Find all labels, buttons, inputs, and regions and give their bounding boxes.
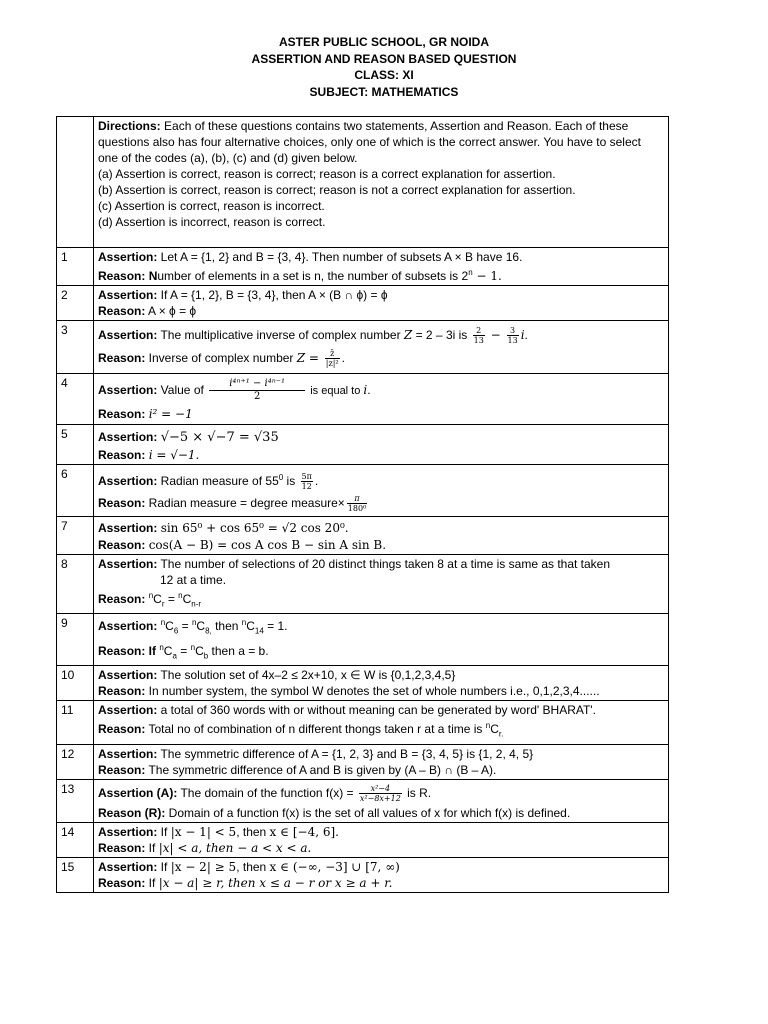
question-cell bbox=[94, 744, 669, 779]
fraction-numerator: 2 bbox=[473, 326, 485, 336]
document-title: ASSERTION AND REASON BASED QUESTION bbox=[251, 51, 517, 66]
assertion-z: Z bbox=[403, 328, 413, 342]
sub-value: 6 bbox=[173, 626, 179, 636]
school-name: ASTER PUBLIC SCHOOL, GR NOIDA bbox=[278, 35, 489, 49]
assertion-label: Assertion: bbox=[98, 288, 158, 302]
reason-math: cos(A − B) = cos A cos B − sin A sin B. bbox=[148, 538, 387, 552]
if-word: If bbox=[157, 859, 171, 874]
fraction bbox=[347, 494, 367, 513]
reason-text: In number system, the symbol W denotes the set of whole numbers i.e., 0,1,2,3,4...... bbox=[145, 684, 600, 699]
sup-n: n bbox=[178, 591, 183, 600]
assertion-math: sin 65⁰ + cos 65⁰ = √2 cos 20⁰. bbox=[160, 521, 349, 535]
reason-label: Reason: bbox=[98, 762, 146, 777]
reason-sup: n bbox=[468, 268, 473, 277]
question-number: 12 bbox=[57, 744, 94, 779]
fraction bbox=[473, 326, 485, 345]
reason-text: Total no of combination of n different thongs taken r at a time is bbox=[145, 722, 486, 737]
c-symbol: C bbox=[246, 619, 255, 634]
question-number: 8 bbox=[57, 555, 94, 614]
c-symbol: C bbox=[163, 643, 173, 658]
question-number: 10 bbox=[57, 666, 94, 701]
question-cell bbox=[94, 701, 669, 744]
question-cell: Assertion: The multiplicative inverse of complex number Z = 2 – 3i is $\frac{2}{13}$ − $\frac{3}{13}$ i. Reason: Inverse of complex number Z = $\frac{z̄}{\text{|z|²}}$ . bbox=[94, 321, 669, 374]
sup-n: n bbox=[160, 618, 166, 628]
assertion-continuation: 12 at a time. bbox=[160, 573, 227, 587]
reason-label: Reason: bbox=[98, 538, 146, 552]
option-d: (d) Assertion is incorrect, reason is correct. bbox=[98, 215, 326, 229]
directions-cell bbox=[94, 117, 669, 248]
question-cell bbox=[94, 555, 669, 614]
assertion-label: Assertion: bbox=[98, 474, 158, 488]
fraction-numerator: x²−4 bbox=[359, 784, 402, 794]
fraction-denominator: |z|² bbox=[325, 359, 339, 369]
equals-one: = 1. bbox=[263, 619, 288, 634]
assertion-label: Assertion: bbox=[98, 557, 158, 571]
assertion-tail: is equal to bbox=[307, 385, 364, 397]
reason-label: Reason: bbox=[98, 592, 146, 606]
sup-n: n bbox=[485, 721, 491, 731]
question-number: 5 bbox=[57, 425, 94, 465]
reason-math: i = √−1. bbox=[148, 448, 200, 462]
assertion-mid: = 2 – 3i is bbox=[412, 328, 471, 342]
assertion-text: The symmetric difference of A = {1, 2, 3} and B = {3, 4, 5} is {1, 2, 4, 5} bbox=[157, 746, 534, 761]
equals-sign: = bbox=[305, 351, 323, 365]
sub-n-r: n-r bbox=[191, 599, 202, 609]
reason-label: Reason: bbox=[98, 269, 146, 283]
question-row bbox=[57, 374, 669, 425]
assertion-math2: x ∈ [−4, 6]. bbox=[269, 824, 339, 839]
fraction-numerator: i⁴ⁿ⁺¹ − i⁴ⁿ⁻¹ bbox=[209, 378, 305, 391]
question-number: 3 bbox=[57, 321, 94, 374]
reason-label: Reason (R): bbox=[98, 805, 166, 820]
reason-label: Reason: bbox=[98, 875, 146, 890]
assertion-is: is bbox=[283, 474, 299, 488]
option-c: (c) Assertion is correct, reason is incorrect. bbox=[98, 199, 325, 213]
question-cell bbox=[94, 248, 669, 286]
directions-text: Each of these questions contains two statements, Assertion and Reason. Each of these questions also has four alternative choices, only one of which is the correct answer. You have to select one of the codes (a), (b), (c) and (d) given below. bbox=[98, 119, 641, 165]
reason-text: The symmetric difference of A and B is given by (A – B) ∩ (B – A). bbox=[145, 762, 497, 777]
reason-z: Z bbox=[296, 351, 306, 365]
question-cell bbox=[94, 425, 669, 465]
directions-row bbox=[57, 117, 669, 248]
assertion-tail: is R. bbox=[403, 785, 432, 800]
reason-text: umber of elements in a set is n, the number of subsets is 2 bbox=[157, 269, 469, 283]
question-cell bbox=[94, 822, 669, 857]
assertion-text: The domain of the function f(x) = bbox=[177, 785, 357, 800]
assertion-label: Assertion: bbox=[98, 746, 158, 761]
assertion-text: Radian measure of 55 bbox=[157, 474, 279, 488]
assertion-label: Assertion: bbox=[98, 250, 158, 264]
document-header bbox=[0, 34, 768, 100]
reason-label: Reason: bbox=[98, 722, 146, 737]
fraction-denominator: 12 bbox=[301, 482, 312, 492]
question-number: 14 bbox=[57, 822, 94, 857]
c-symbol: C bbox=[182, 592, 192, 606]
reason-math: |x − a| ≥ r, then x ≤ a − r or x ≥ a + r. bbox=[158, 875, 393, 890]
question-cell bbox=[94, 517, 669, 555]
c-symbol: C bbox=[196, 619, 206, 634]
question-cell bbox=[94, 666, 669, 701]
fraction bbox=[325, 349, 340, 368]
question-row bbox=[57, 555, 669, 614]
sub-r: r. bbox=[498, 729, 504, 739]
question-number: 15 bbox=[57, 857, 94, 892]
sub-a: a bbox=[172, 651, 177, 661]
option-b: (b) Assertion is correct, reason is correct; reason is not a correct explanation for assertion. bbox=[98, 183, 576, 197]
question-number: 2 bbox=[57, 286, 94, 321]
imaginary-unit: i bbox=[363, 383, 368, 397]
c-symbol: C bbox=[195, 643, 204, 658]
reason-math: i² = −1 bbox=[148, 407, 193, 421]
question-row bbox=[57, 779, 669, 822]
question-cell bbox=[94, 857, 669, 892]
sub-value: 14 bbox=[254, 626, 264, 636]
question-cell bbox=[94, 779, 669, 822]
assertion-label: Assertion: bbox=[98, 824, 158, 839]
reason-text: Inverse of complex number bbox=[145, 351, 297, 365]
reason-label: Reason: bbox=[98, 448, 146, 462]
question-row bbox=[57, 744, 669, 779]
equals-sign: = bbox=[164, 592, 179, 606]
question-row bbox=[57, 248, 669, 286]
fraction-numerator: 3 bbox=[507, 326, 519, 336]
fraction-denominator: x²−8x+12 bbox=[359, 793, 401, 803]
degree-sup: 0 bbox=[278, 473, 284, 482]
assertion-label: Assertion: bbox=[98, 859, 158, 874]
assertion-label: Assertion: bbox=[98, 430, 158, 444]
fraction bbox=[209, 378, 305, 403]
if-word: If bbox=[145, 875, 159, 890]
question-table bbox=[56, 116, 669, 893]
assertion-text: Let A = {1, 2} and B = {3, 4}. Then number of subsets A × B have 16. bbox=[157, 250, 523, 264]
c-symbol: C bbox=[153, 592, 162, 606]
assertion-math2: x ∈ (−∞, −3] ∪ [7, ∞) bbox=[269, 859, 400, 874]
reason-label: Reason: bbox=[98, 407, 146, 421]
then-word: , then bbox=[236, 824, 270, 839]
reason-text: Domain of a function f(x) is the set of all values of x for which f(x) is defined. bbox=[165, 805, 571, 820]
assertion-text: The solution set of 4x–2 ≤ 2x+10, x ∈ W is {0,1,2,3,4,5} bbox=[157, 668, 456, 683]
c-symbol: C bbox=[165, 619, 174, 634]
sub-value: 8, bbox=[205, 626, 212, 636]
reason-label: Reason: bbox=[98, 840, 146, 855]
question-cell bbox=[94, 286, 669, 321]
assertion-label: Assertion: bbox=[98, 521, 158, 535]
fraction-denominator: 180⁰ bbox=[347, 504, 367, 514]
option-a: (a) Assertion is correct, reason is correct; reason is a correct explanation for assertion. bbox=[98, 167, 556, 181]
assertion-text: The multiplicative inverse of complex number bbox=[157, 328, 404, 342]
question-row bbox=[57, 822, 669, 857]
question-row bbox=[57, 465, 669, 517]
reason-label: Reason: bbox=[98, 351, 146, 365]
assertion-text: Value of bbox=[157, 383, 208, 397]
sub-r: r bbox=[161, 599, 165, 609]
reason-math: |x| < a, then − a < x < a. bbox=[158, 840, 312, 855]
directions-num-cell bbox=[57, 117, 94, 248]
fraction bbox=[507, 326, 519, 345]
question-number: 4 bbox=[57, 374, 94, 425]
assertion-text: a total of 360 words with or without meaning can be generated by word' BHARAT'. bbox=[157, 703, 596, 718]
question-number: 1 bbox=[57, 248, 94, 286]
assertion-math: |x − 2| ≥ 5 bbox=[170, 859, 237, 874]
reason-label: Reason: bbox=[98, 684, 146, 699]
reason-text: Radian measure = degree measure× bbox=[145, 496, 345, 510]
question-row bbox=[57, 857, 669, 892]
question-row bbox=[57, 286, 669, 321]
question-cell bbox=[94, 614, 669, 666]
reason-label: Reason: bbox=[98, 643, 146, 658]
question-row bbox=[57, 517, 669, 555]
question-number: 11 bbox=[57, 701, 94, 744]
if-word: If bbox=[157, 824, 171, 839]
fraction-numerator: 5π bbox=[301, 472, 312, 482]
then-word: , then bbox=[236, 859, 270, 874]
question-number: 6 bbox=[57, 465, 94, 517]
question-row bbox=[57, 321, 669, 374]
fraction-numerator: z̄ bbox=[325, 349, 340, 359]
question-cell: Assertion: Value of $\frac{\text{i⁴ⁿ⁺¹ − i⁴ⁿ⁻¹}}{2}$ is equal to i. Reason: i² = −1 bbox=[94, 374, 669, 425]
if-word: If bbox=[145, 840, 159, 855]
question-number: 7 bbox=[57, 517, 94, 555]
question-number: 13 bbox=[57, 779, 94, 822]
directions-label: Directions: bbox=[98, 119, 161, 133]
assertion-label: Assertion: bbox=[98, 383, 158, 397]
reason-bold-n: N bbox=[148, 269, 158, 283]
assertion-math: √−5 × √−7 = √35 bbox=[160, 430, 279, 445]
equals-sign: = bbox=[176, 643, 191, 658]
class-label: CLASS: XI bbox=[354, 68, 414, 82]
fraction-denominator: 2 bbox=[253, 391, 261, 403]
question-number: 9 bbox=[57, 614, 94, 666]
assertion-math: |x − 1| < 5 bbox=[170, 824, 237, 839]
reason-text: A × ϕ = ϕ bbox=[145, 304, 197, 318]
assertion-label: Assertion: bbox=[98, 703, 158, 718]
fraction-numerator: π bbox=[347, 494, 367, 504]
if-word: If bbox=[145, 643, 160, 658]
question-row bbox=[57, 614, 669, 666]
sup-n: n bbox=[241, 618, 247, 628]
sup-n: n bbox=[159, 642, 164, 652]
question-row bbox=[57, 425, 669, 465]
assertion-label: Assertion: bbox=[98, 619, 158, 634]
reason-label: Reason: bbox=[98, 304, 146, 318]
fraction bbox=[301, 472, 313, 491]
fraction bbox=[359, 784, 402, 803]
assertion-label: Assertion (A): bbox=[98, 785, 178, 800]
reason-label: Reason: bbox=[98, 496, 146, 510]
sub-b: b bbox=[203, 651, 209, 661]
question-row bbox=[57, 701, 669, 744]
question-row bbox=[57, 666, 669, 701]
fraction-denominator: 13 bbox=[473, 336, 484, 346]
assertion-text: If A = {1, 2}, B = {3, 4}, then A × (B ∩ ϕ) = ϕ bbox=[157, 288, 388, 302]
question-cell: Assertion: Radian measure of $55^0$ is $\frac{5\pi}{12}$ . Reason: Radian measure = degree measure× $\frac{\pi}{\text{180⁰}}$ bbox=[94, 465, 669, 517]
sup-n: n bbox=[191, 618, 197, 628]
reason-tail: then a = b. bbox=[208, 643, 269, 658]
assertion-label: Assertion: bbox=[98, 668, 158, 683]
minus-sign: − bbox=[486, 328, 505, 342]
equals-sign: = bbox=[178, 619, 192, 634]
fraction-denominator: 13 bbox=[507, 336, 518, 346]
assertion-text: The number of selections of 20 distinct things taken 8 at a time is same as that taken bbox=[157, 557, 611, 571]
assertion-label: Assertion: bbox=[98, 328, 158, 342]
imaginary-unit: i bbox=[520, 328, 525, 342]
then-word: then bbox=[211, 619, 242, 634]
subject-label: SUBJECT: MATHEMATICS bbox=[309, 84, 459, 99]
reason-tail: − 1. bbox=[472, 269, 502, 283]
c-symbol: C bbox=[490, 722, 499, 737]
sup-n: n bbox=[190, 642, 196, 652]
sup-n: n bbox=[148, 591, 154, 600]
